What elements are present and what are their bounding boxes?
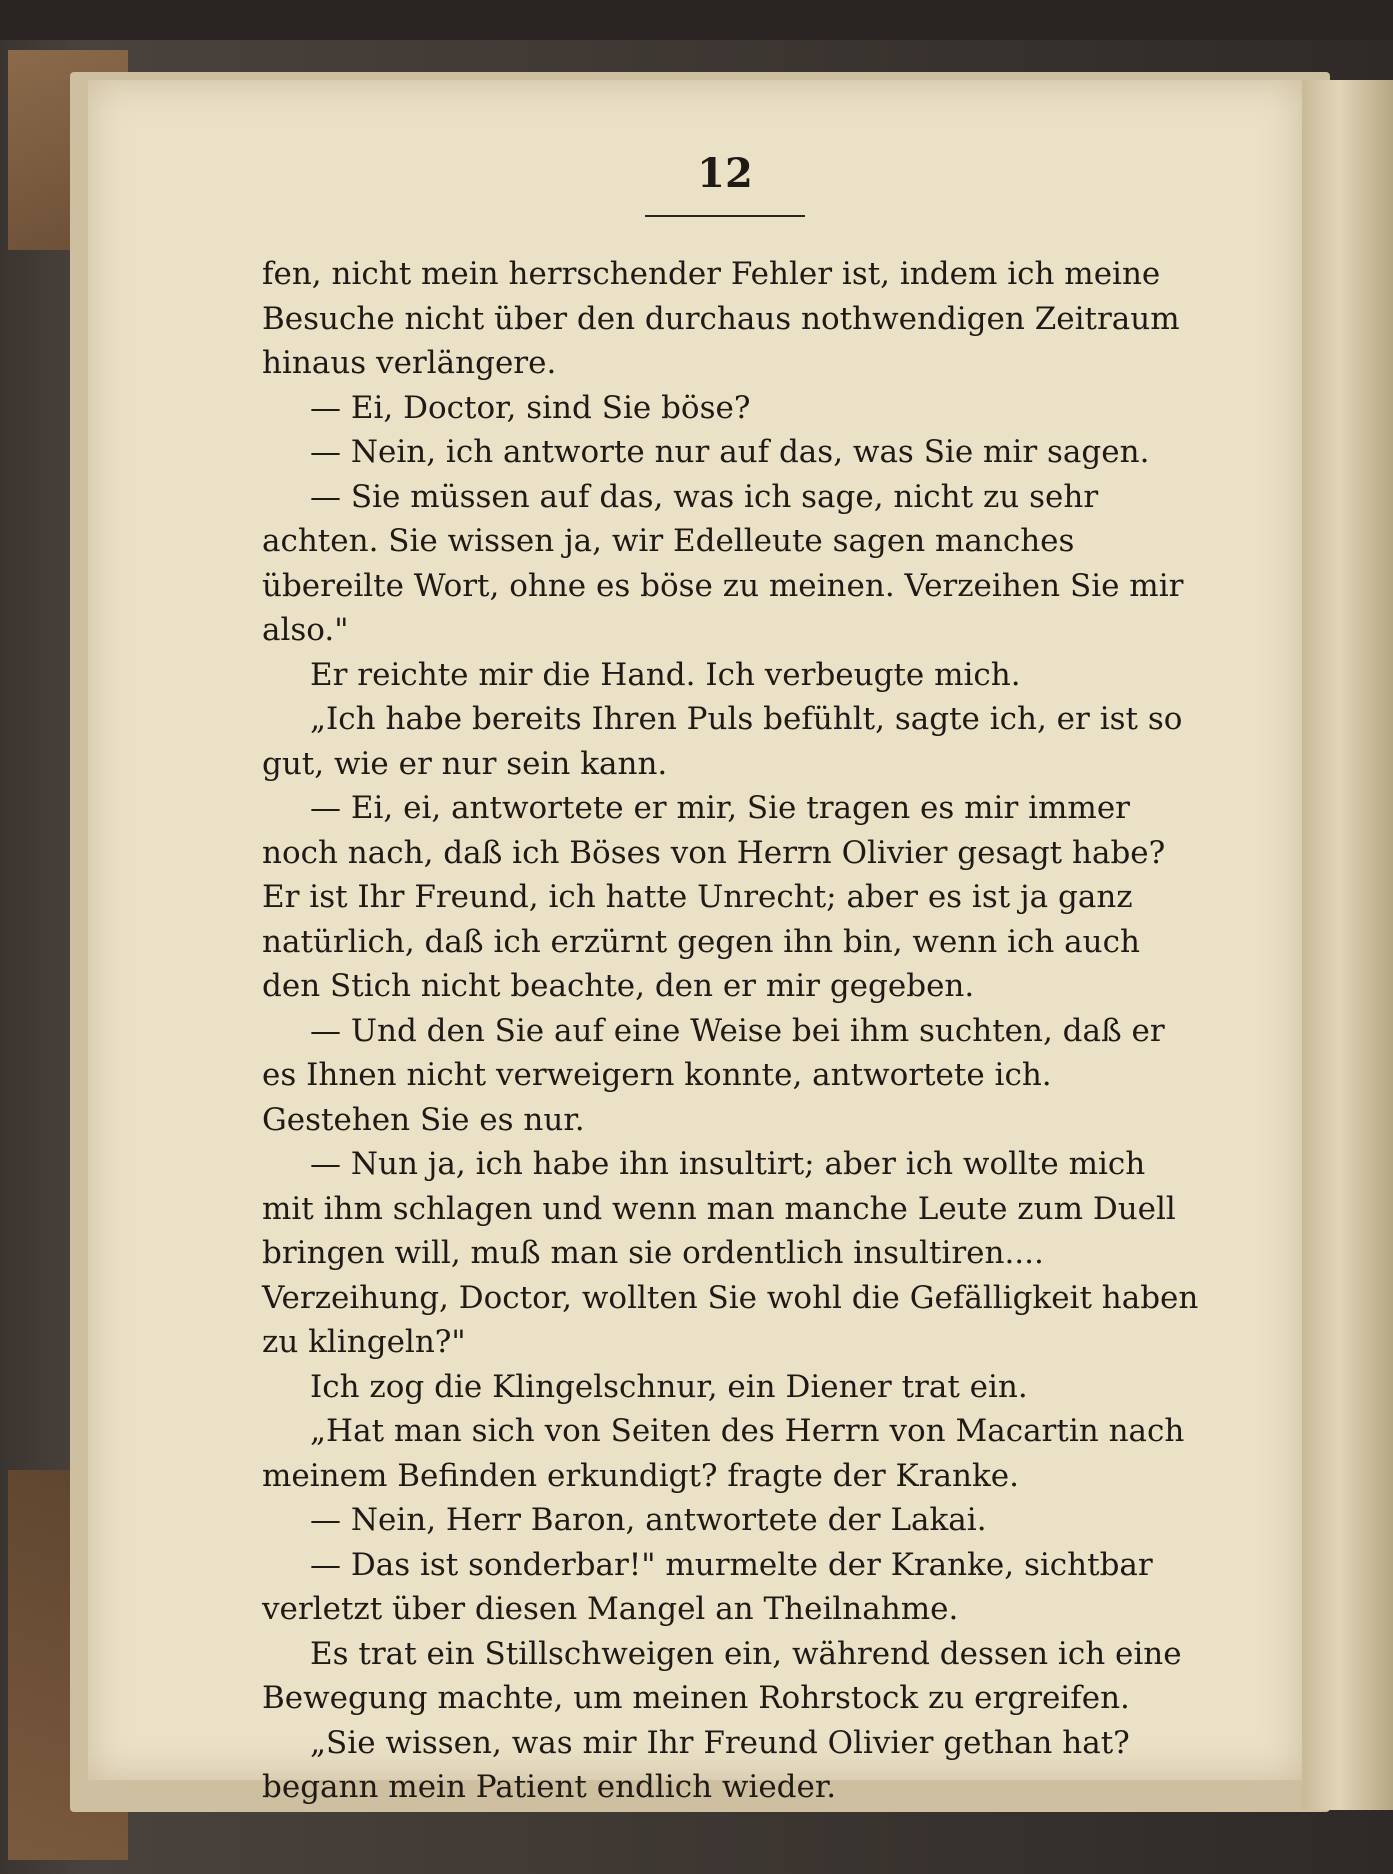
paragraph: Er reichte mir die Hand. Ich verbeugte mich. [310, 656, 1021, 693]
paragraph: Es trat ein Stillschweigen ein, während dessen ich eine Bewegung machte, um meinen Rohrstock zu ergreifen. [262, 1635, 1182, 1716]
paragraph: — Ei, ei, antwortete er mir, Sie tragen es mir immer noch nach, daß ich Böses von Herrn Olivier gesagt habe? Er ist Ihr Freund, ich hatte Unrecht; aber es ist ja ganz natürlich, daß ich erzürnt gegen ihn bin, wenn ich auch den Stich nicht beachte, den er mir gegeben. [262, 790, 1166, 1004]
page-number: 12 [697, 150, 753, 197]
paragraph: — Das ist sonderbar!" murmelte der Kranke, sichtbar verletzt über diesen Mangel an Theilnahme. [262, 1546, 1153, 1627]
paragraph: „Sie wissen, was mir Ihr Freund Olivier gethan hat? begann mein Patient endlich wieder. [262, 1724, 1130, 1805]
paragraph: — Und den Sie auf eine Weise bei ihm suchten, daß er es Ihnen nicht verweigern konnte, antwortete ich. Gestehen Sie es nur. [262, 1012, 1165, 1138]
paragraph: Ich zog die Klingelschnur, ein Diener trat ein. [310, 1368, 1028, 1405]
paragraph: — Sie müssen auf das, was ich sage, nicht zu sehr achten. Sie wissen ja, wir Edelleute sagen manches übereilte Wort, ohne es böse zu meinen. Verzeihen Sie mir also." [262, 478, 1184, 648]
paragraph: — Nein, Herr Baron, antwortete der Lakai. [310, 1502, 987, 1538]
paragraph: — Nein, ich antworte nur auf das, was Sie mir sagen. [310, 434, 1150, 470]
paragraph: „Hat man sich von Seiten des Herrn von Macartin nach meinem Befinden erkundigt? fragte der Kranke. [262, 1413, 1185, 1494]
body-text [262, 252, 1200, 1810]
header-rule [645, 215, 805, 217]
paragraph: fen, nicht mein herrschender Fehler ist, indem ich meine Besuche nicht über den durchaus nothwendigen Zeitraum hinaus verlängere. [262, 256, 1180, 381]
paragraph: — Nun ja, ich habe ihn insultirt; aber ich wollte mich mit ihm schlagen und wenn man manche Leute zum Duell bringen will, muß man sie ordentlich insultiren.... Verzeihung, Doctor, wollten Sie wohl die Gefälligkeit haben zu klingeln?" [262, 1146, 1199, 1360]
paragraph: — Ei, Doctor, sind Sie böse? [310, 389, 751, 426]
paragraph: „Ich habe bereits Ihren Puls befühlt, sagte ich, er ist so gut, wie er nur sein kann. [262, 701, 1183, 782]
facing-page-edge [1302, 80, 1393, 1810]
